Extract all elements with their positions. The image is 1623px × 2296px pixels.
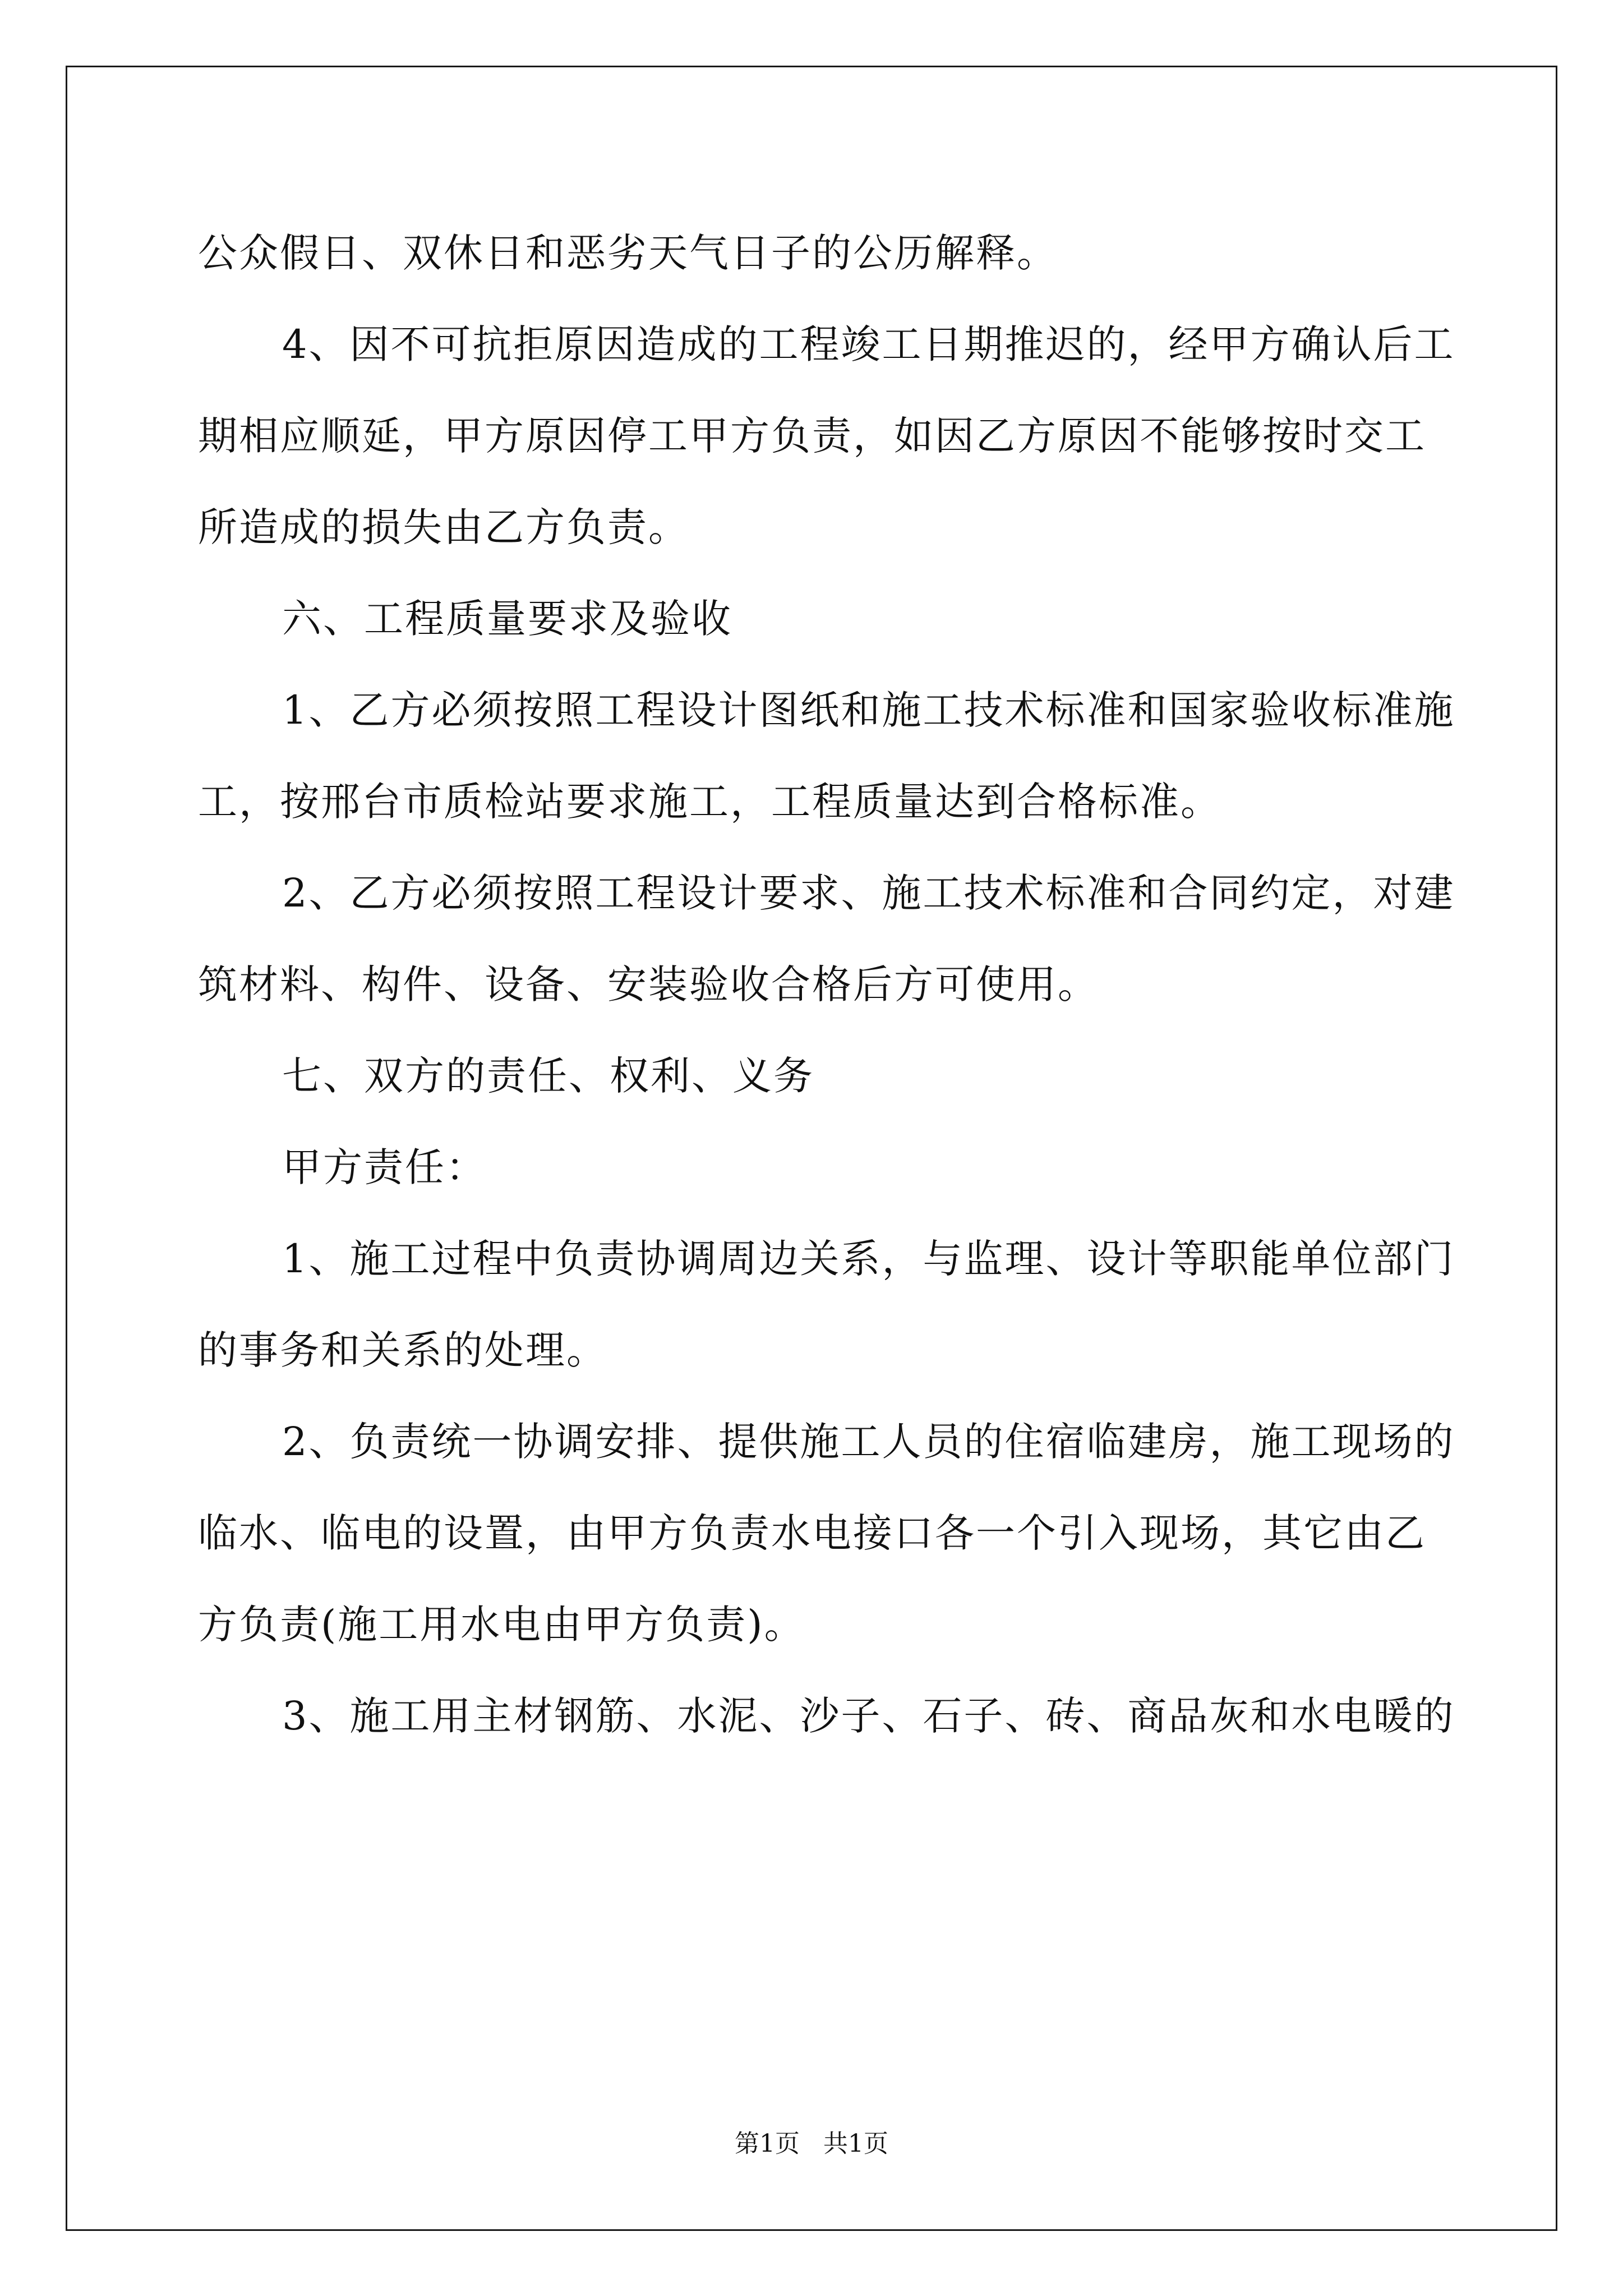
text-line: 2、乙方必须按照工程设计要求、施工技术标准和合同约定，对建: [282, 870, 1455, 916]
text-line: 1、施工过程中负责协调周边关系，与监理、设计等职能单位部门: [282, 1236, 1455, 1282]
text-line: 所造成的损失由乙方负责。: [198, 504, 689, 550]
document-body: [198, 208, 1455, 1762]
text-line: 3、施工用主材钢筋、水泥、沙子、石子、砖、商品灰和水电暖的: [282, 1693, 1455, 1739]
text-line: 工，按邢台市质检站要求施工，工程质量达到合格标准。: [198, 779, 1221, 825]
text-line: 4、因不可抗拒原因造成的工程竣工日期推迟的，经甲方确认后工: [282, 321, 1455, 367]
page-total: 共1页: [823, 2129, 888, 2158]
page-number: 第1页: [735, 2129, 800, 2158]
page-footer: [0, 2127, 1623, 2161]
text-line: 2、负责统一协调安排、提供施工人员的住宿临建房，施工现场的: [282, 1419, 1455, 1465]
text-line: 筑材料、构件、设备、安装验收合格后方可使用。: [198, 961, 1099, 1007]
section-heading: 七、双方的责任、权利、义务: [282, 1053, 814, 1099]
text-line: 临水、临电的设置，由甲方负责水电接口各一个引入现场，其它由乙: [198, 1510, 1426, 1556]
text-line: 的事务和关系的处理。: [198, 1327, 607, 1373]
text-line: 方负责(施工用水电由甲方负责)。: [198, 1602, 805, 1648]
subsection-heading: 甲方责任：: [282, 1144, 487, 1190]
text-line: 1、乙方必须按照工程设计图纸和施工技术标准和国家验收标准施: [282, 687, 1455, 733]
text-line: 期相应顺延，甲方原因停工甲方负责，如因乙方原因不能够按时交工: [198, 413, 1426, 459]
text-line: 公众假日、双休日和恶劣天气日子的公历解释。: [198, 230, 1058, 276]
section-heading: 六、工程质量要求及验收: [282, 596, 732, 642]
